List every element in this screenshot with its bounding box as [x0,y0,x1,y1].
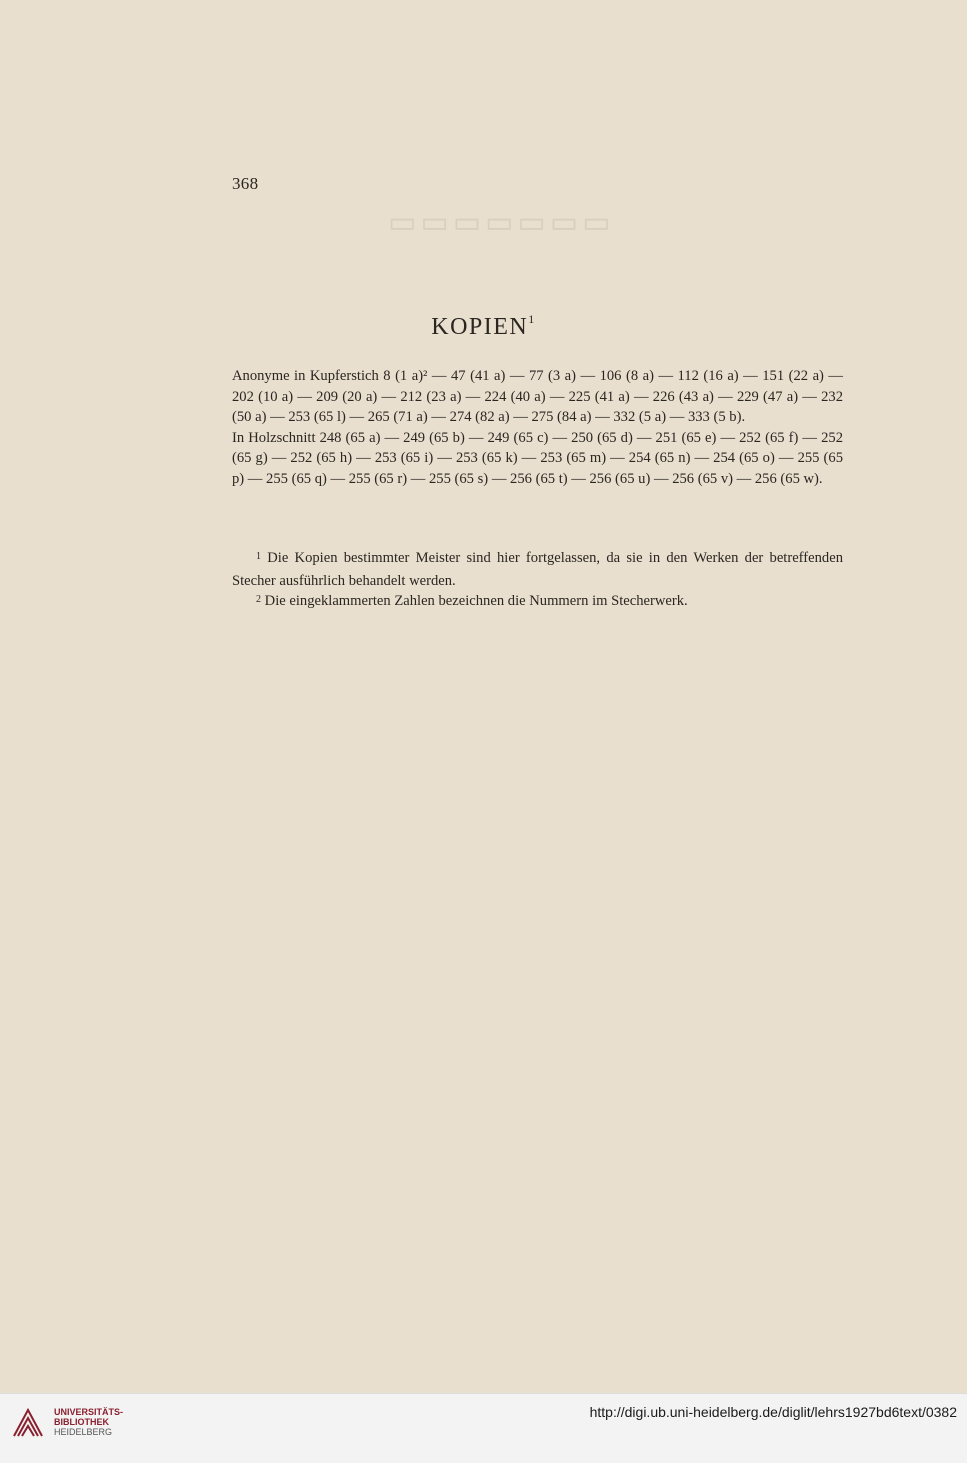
footnotes [232,548,843,614]
footnote-1 [232,548,843,591]
library-name[interactable] [54,1407,123,1437]
footnote-text: Die Kopien bestimmter Meister sind hier fortgelassen, da sie in den Werken der betreffenden Stecher ausführlich behandelt werden. [232,550,843,589]
library-line-2: BIBLIOTHEK [54,1417,109,1427]
footnote-mark: 1 [256,551,261,562]
footnote-text: Die eingeklammerten Zahlen bezeichnen die Nummern im Stecherwerk. [264,593,688,609]
permalink-url[interactable]: http://digi.ub.uni-heidelberg.de/diglit/lehrs1927bd6text/0382 [589,1404,957,1420]
footnote-2 [232,591,843,614]
body-text [232,366,843,489]
page-title-text: KOPIEN [431,314,529,340]
paragraph-holzschnitt: In Holzschnitt 248 (65 a) — 249 (65 b) — 249 (65 c) — 250 (65 d) — 251 (65 e) — 252 (65 f) — 252 (65 g) — 252 (65 h) — 253 (65 i) — 253 (65 k) — 253 (65 m) — 254 (65 n) — 254 (65 o) — 255 (65 p) — 255 (65 q) — 255 (65 r) — 255 (65 s) — 256 (65 t) — 256 (65 u) — 256 (65 v) — 256 (65 w). [232,429,843,487]
footnote-mark: 2 [256,594,261,605]
university-logo-icon[interactable] [12,1406,46,1440]
viewer-footer [0,1393,967,1463]
page-number: 368 [232,174,259,193]
library-line-3: HEIDELBERG [54,1427,113,1437]
title-footnote-mark: 1 [528,312,536,326]
library-line-1: UNIVERSITÄTS- [54,1407,124,1417]
page-title [0,314,967,341]
bleed-through-decoration: ▭▭▭▭▭▭▭ [388,206,615,239]
paragraph-kupferstich: Anonyme in Kupferstich 8 (1 a)² — 47 (41 a) — 77 (3 a) — 106 (8 a) — 112 (16 a) — 151 (22 a) — 202 (10 a) — 209 (20 a) — 212 (23 a) — 224 (40 a) — 225 (41 a) — 226 (43 a) — 229 (47 a) — 232 (50 a) — 253 (65 l) — 265 (71 a) — 274 (82 a) — 275 (84 a) — 332 (5 a) — 333 (5 b). [232,368,843,425]
